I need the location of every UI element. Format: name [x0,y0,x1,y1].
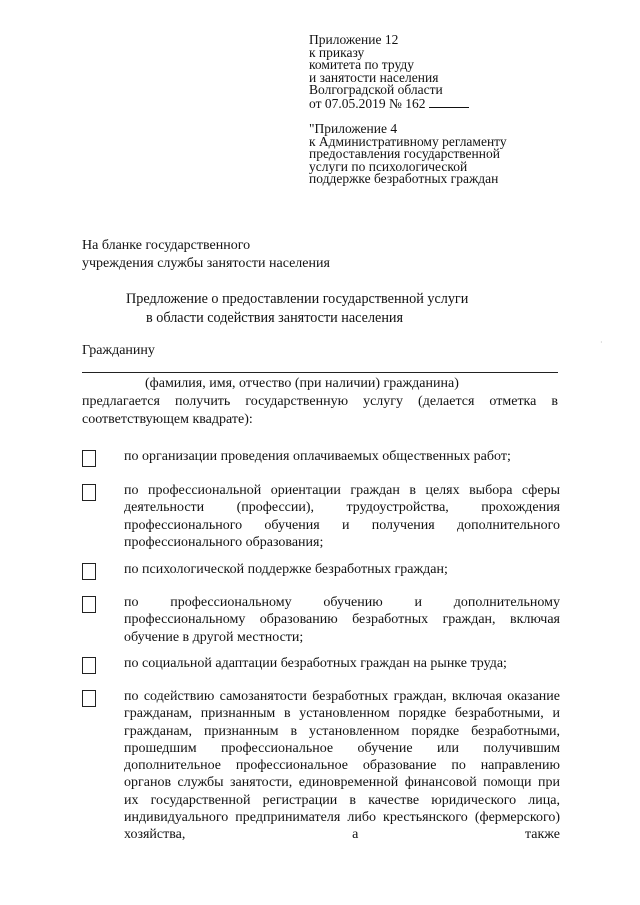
service-checkbox[interactable] [82,657,96,674]
letterhead-line: учреждения службы занятости населения [82,256,330,271]
appendix-4-line: услуги по психологической [309,158,468,174]
service-option [82,482,560,551]
citizen-name-field[interactable] [82,372,558,373]
appendix-4-block [309,123,507,186]
service-option [82,655,560,674]
service-checkbox[interactable] [82,450,96,467]
appendix-4-line: "Приложение 4 [309,121,398,136]
letterhead-line: На бланке государственного [82,238,251,253]
intro-text: предлагается получить государственную услугу (делается отметка в соответствующем квадрате): [82,394,558,427]
scan-margin-mark: · [600,338,603,347]
service-option [82,561,560,580]
document-title [82,290,562,328]
order-number-blank [429,97,469,108]
addressee-label: Гражданину [82,343,155,358]
service-checkbox[interactable] [82,690,96,707]
service-text: по психологической поддержке безработных граждан; [124,562,448,577]
appendix-4-line: предоставления государственной [309,146,500,162]
appendix-12-block [309,34,469,111]
citizen-name-hint: (фамилия, имя, отчество (при наличии) гражданина) [145,376,459,391]
service-option [82,688,560,844]
order-date-number: от 07.05.2019 № 162 [309,95,426,111]
service-text: по содействию самозанятости безработных граждан, включая оказание гражданам, признанным в установленном порядке безработными, и гражданам, признанным в установленном порядке безработными, прошедшим профессиональное обучение или получившим дополнительное профессиональное образование по направлению органов службы занятости, единовременной финансовой помощи при их государственной регистрации в качестве юридического лица, индивидуального предпринимателя либо крестьянского (фермерского) хозяйства, а также [124,689,560,843]
service-text: по социальной адаптации безработных граждан на рынке труда; [124,656,507,671]
letterhead-note [82,237,330,273]
appendix-12-line: Приложение 12 [309,32,399,47]
service-checkbox[interactable] [82,563,96,580]
appendix-12-line: Волгоградской области [309,82,443,98]
service-option [82,594,560,646]
appendix-4-line: поддержке безработных граждан [309,171,499,187]
appendix-4-line: к Административному регламенту [309,133,507,149]
service-text: по профессиональной ориентации граждан в целях выбора сферы деятельности (профессии), трудоустройства, прохождения профессионального обучения и получения дополнительного профессионального образования; [124,483,560,550]
service-option [82,448,560,467]
service-checkbox[interactable] [82,596,96,613]
document-title-line: в области содействия занятости населения [146,310,404,326]
service-text: по профессиональному обучению и дополнительному профессиональному образованию безработных граждан, включая обучение в другой местности; [124,595,560,645]
appendix-12-line: к приказу [309,44,365,60]
document-title-line: Предложение о предоставлении государственной услуги [126,291,469,307]
appendix-12-date-line [309,97,469,111]
service-text: по организации проведения оплачиваемых общественных работ; [124,449,511,464]
service-checkbox[interactable] [82,484,96,501]
appendix-12-line: и занятости населения [309,69,439,85]
appendix-12-line: комитета по труду [309,57,414,73]
